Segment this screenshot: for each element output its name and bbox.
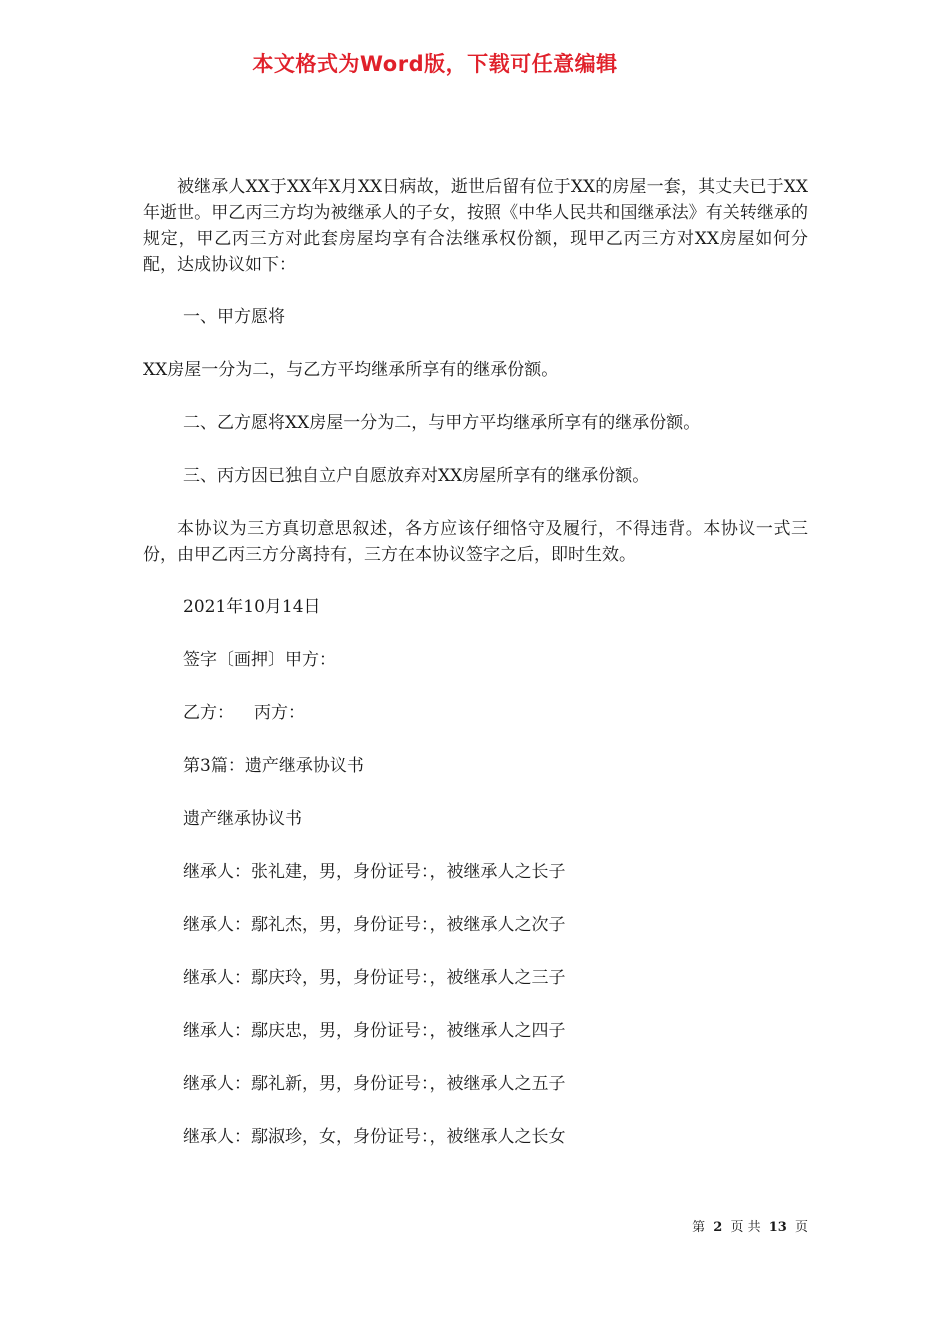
section-title: 第3篇：遗产继承协议书	[183, 756, 364, 776]
heir-entry: 继承人：鄢庆玲，男，身份证号：，被继承人之三子	[183, 968, 566, 988]
footer-middle: 页 共	[730, 1220, 761, 1235]
intro-paragraph: 被继承人XX于XX年X月XX日病故，逝世后留有位于XX的房屋一套，其丈夫已于XX年逝世。甲乙丙三方均为被继承人的子女，按照《中华人民共和国继承法》有关转继承的规定，甲乙丙三方对此套房屋均享有合法继承权份额，现甲乙丙三方对XX房屋如何分配，达成协议如下：	[143, 177, 808, 275]
heir-entry: 继承人：鄢淑珍，女，身份证号：，被继承人之长女	[183, 1127, 566, 1147]
clause-1-title: 一、甲方愿将	[183, 307, 285, 327]
document-title: 遗产继承协议书	[183, 809, 302, 829]
signature-parties-b-c	[143, 700, 808, 753]
agreement-date: 2021年10月14日	[183, 597, 321, 617]
clause-3: 三、丙方因已独自立户自愿放弃对XX房屋所享有的继承份额。	[183, 466, 650, 486]
signature-party-b: 乙方：	[183, 703, 234, 723]
footer-suffix: 页	[794, 1220, 808, 1235]
page-number-footer	[692, 1216, 808, 1235]
clause-2: 二、乙方愿将XX房屋一分为二，与甲方平均继承所享有的继承份额。	[183, 413, 701, 433]
signature-party-a: 签字〔画押〕甲方：	[183, 650, 336, 670]
total-page-count: 13	[768, 1220, 787, 1235]
clause-1-body: XX房屋一分为二，与乙方平均继承所享有的继承份额。	[143, 360, 559, 380]
heir-entry: 继承人：鄢庆忠，男，身份证号：，被继承人之四子	[183, 1021, 566, 1041]
format-notice-banner: 本文格式为Word版，下载可任意编辑	[252, 52, 618, 76]
heir-entry: 继承人：张礼建，男，身份证号：，被继承人之长子	[183, 862, 566, 882]
heir-entry: 继承人：鄢礼新，男，身份证号：，被继承人之五子	[183, 1074, 566, 1094]
document-body	[143, 174, 808, 1177]
footer-prefix: 第	[692, 1220, 706, 1235]
heir-entry: 继承人：鄢礼杰，男，身份证号：，被继承人之次子	[183, 915, 566, 935]
current-page-number: 2	[713, 1220, 723, 1235]
agreement-paragraph: 本协议为三方真切意思叙述，各方应该仔细恪守及履行，不得违背。本协议一式三份，由甲乙丙三方分离持有，三方在本协议签字之后，即时生效。	[143, 519, 808, 565]
signature-party-c: 丙方：	[254, 703, 305, 723]
